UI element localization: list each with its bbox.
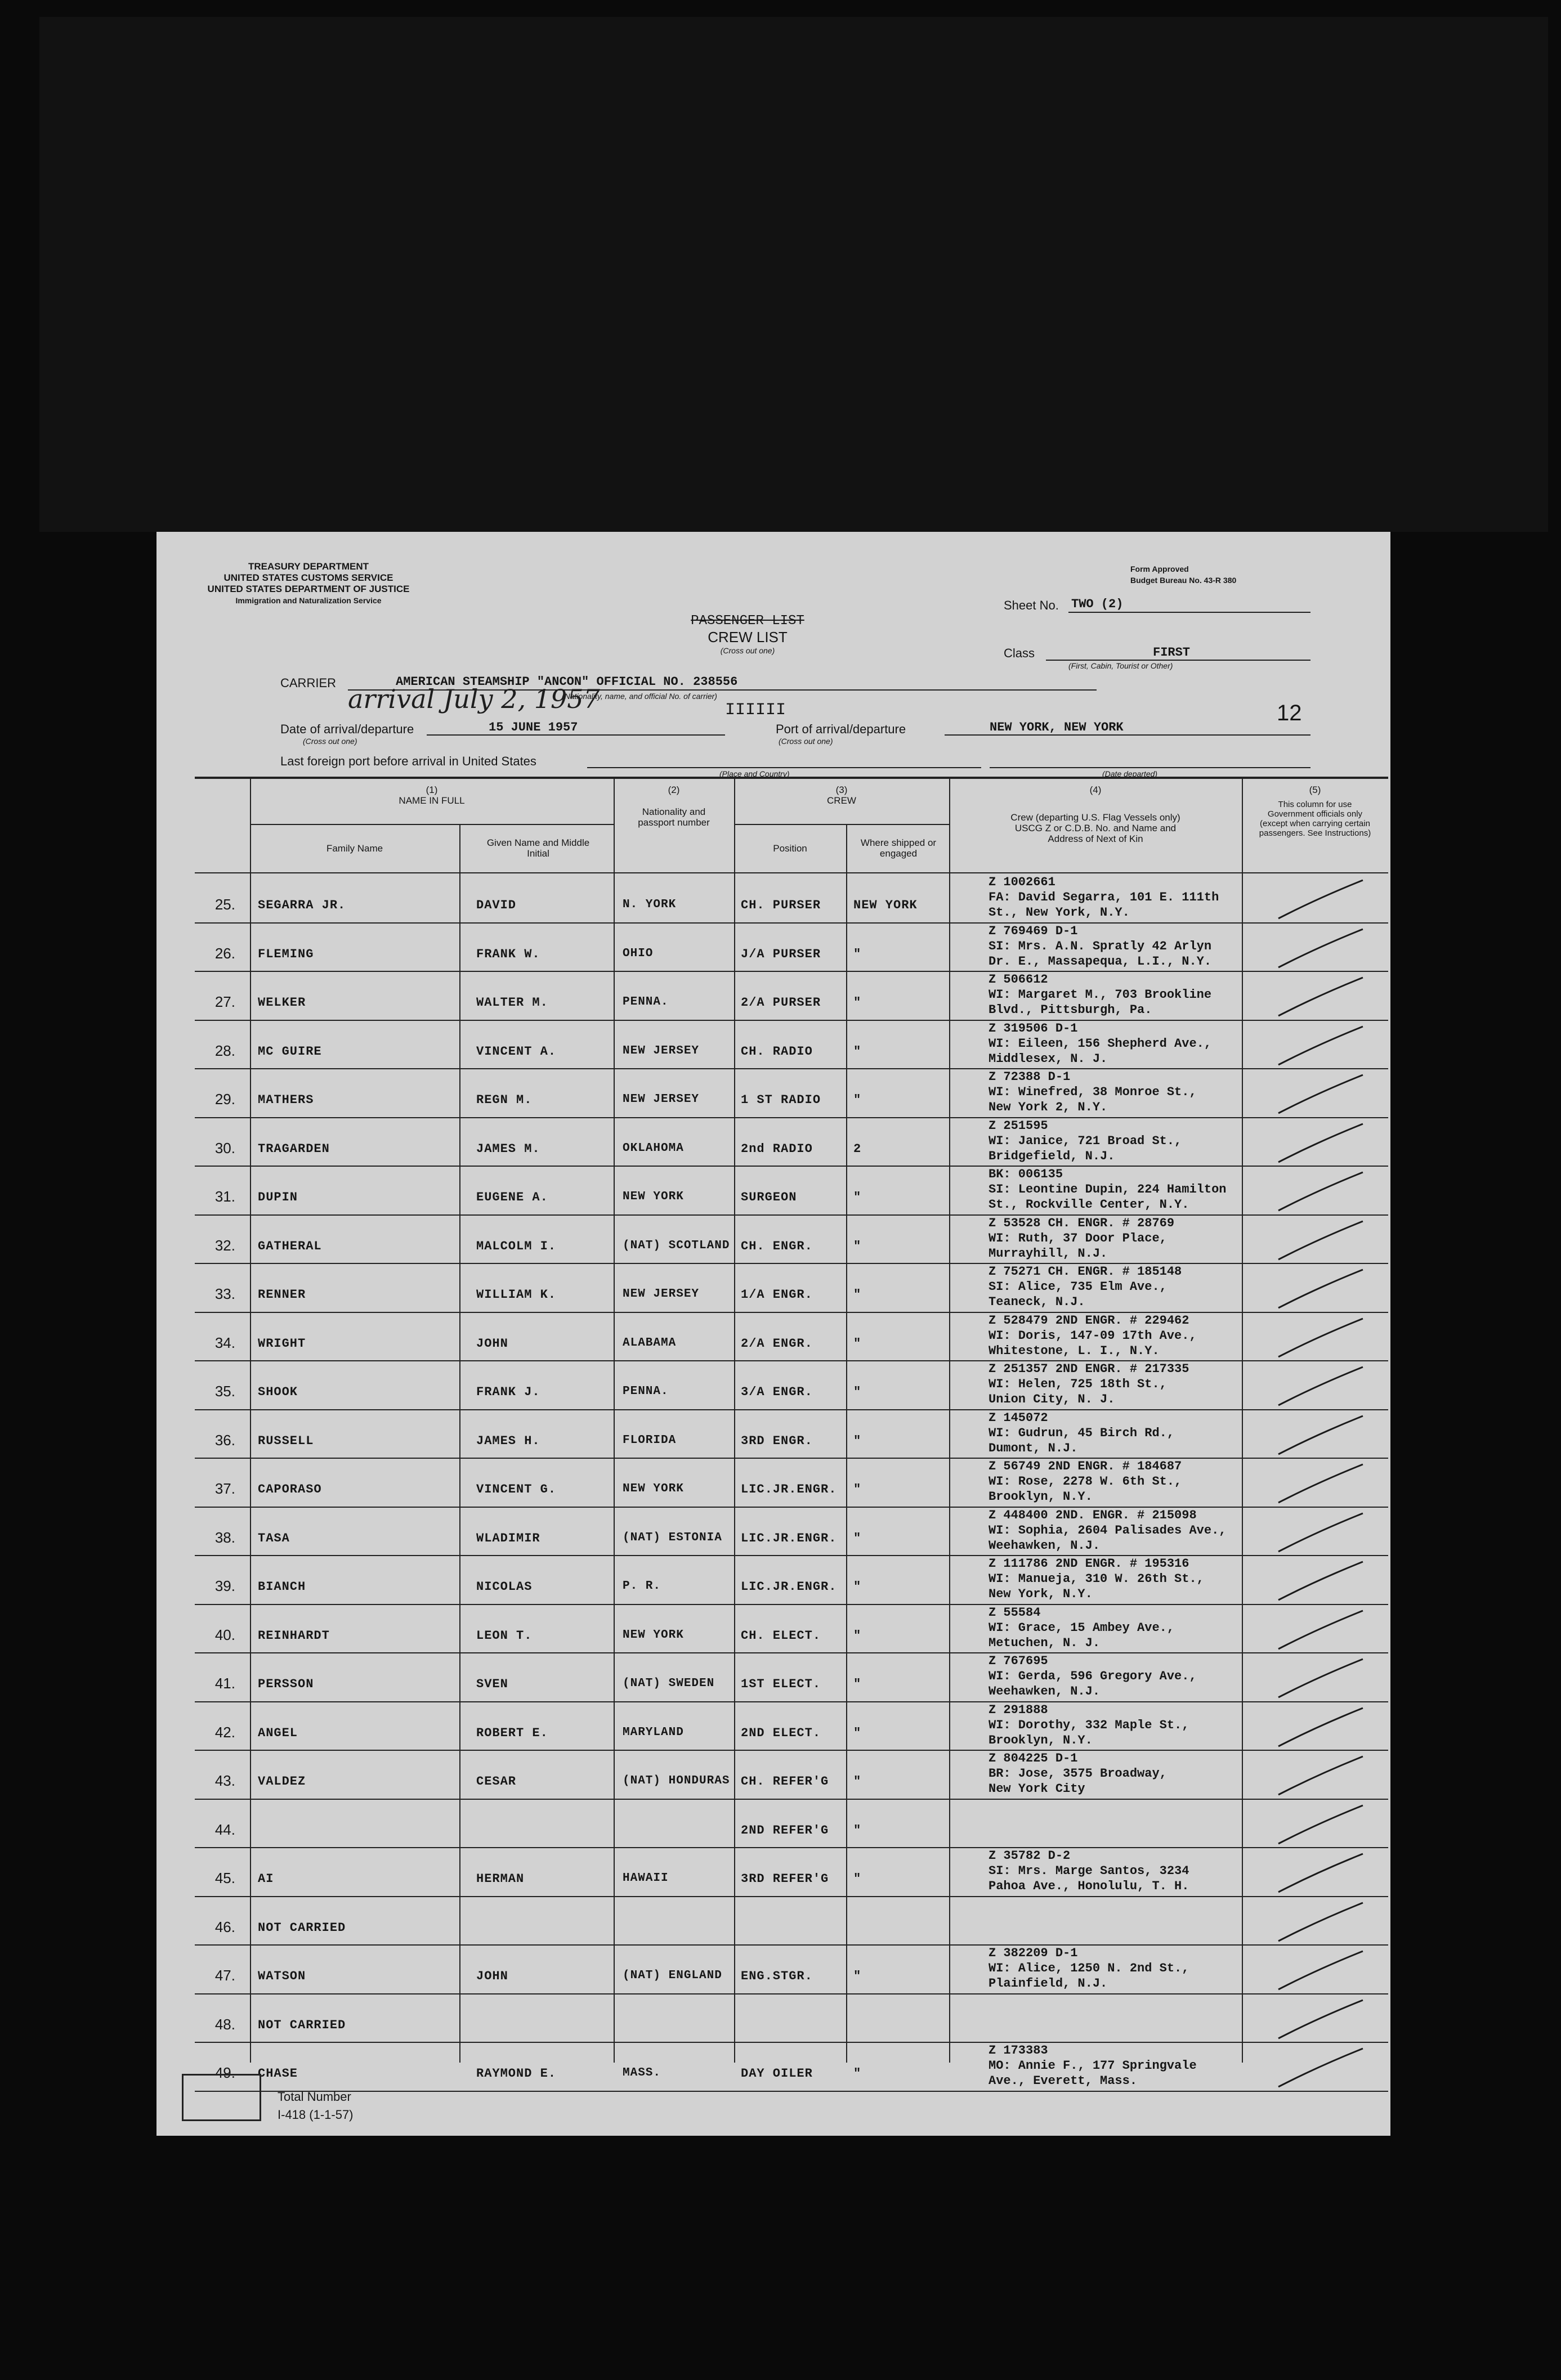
col5-number: (5) [1309,785,1321,795]
table-row [195,1166,1388,1216]
position-cell: 2ND ELECT. [741,1725,821,1740]
nationality-cell: P. R. [623,1580,661,1593]
crew-list-form [156,532,1390,2136]
family-name-cell: MATHERS [258,1093,314,1107]
col5-title: This column for use Government officials only (except when carrying certain passengers. See Instructions) [1259,800,1371,838]
table-row [195,1799,1388,1849]
table-row [195,1847,1388,1897]
family-name-cell: MC GUIRE [258,1044,322,1059]
given-name-cell: CESAR [476,1774,517,1789]
nationality-cell: NEW YORK [623,1190,684,1203]
budget-bureau-text: Budget Bureau No. 43-R 380 [1130,576,1237,585]
crew-list-title: CREW LIST [708,629,788,646]
table-row [195,1507,1388,1557]
nationality-cell: (NAT) SWEDEN [623,1677,715,1690]
next-of-kin-cell: Z 319506 D-1 WI: Eileen, 156 Shepherd Ave., Middlesex, N. J. [989,1021,1212,1066]
table-row [195,1750,1388,1800]
nationality-cell: (NAT) ENGLAND [623,1969,722,1982]
table-row [195,1896,1388,1946]
col1-title: NAME IN FULL [399,795,465,806]
col4-title: Crew (departing U.S. Flag Vessels only) USCG Z or C.D.B. No. and Name and Address of Next of Kin [1010,812,1180,844]
handwritten-arrival-date: arrival July 2, 1957 [348,684,600,714]
agency-line-3: UNITED STATES DEPARTMENT OF JUSTICE [207,584,410,594]
official-check-mark [1267,1119,1380,1164]
shipped-cell: " [853,1677,862,1691]
agency-line-4: Immigration and Naturalization Service [235,596,382,605]
table-row [195,1117,1388,1167]
row-number: 31. [214,1188,235,1205]
port-note: (Cross out one) [779,737,833,746]
nationality-cell: OHIO [623,947,654,960]
total-number-box [182,2074,261,2121]
given-name-cell: RAYMOND E. [476,2067,557,2081]
port-label: Port of arrival/departure [776,722,906,736]
table-row [195,922,1388,972]
table-row [195,1068,1388,1118]
table-row [195,1409,1388,1459]
shipped-cell: " [853,2067,862,2081]
row-number: 37. [214,1480,235,1497]
date-note: (Cross out one) [303,737,357,746]
family-name-cell: SEGARRA JR. [258,898,346,912]
table-row [195,971,1388,1021]
row-number: 40. [214,1626,235,1643]
row-number: 26. [214,944,235,962]
official-check-mark [1267,876,1380,921]
given-name-cell: WALTER M. [476,996,548,1010]
nationality-cell: (NAT) HONDURAS [623,1774,730,1787]
shipped-cell: " [853,1288,862,1302]
next-of-kin-cell: Z 111786 2ND ENGR. # 195316 WI: Manueja, 310 W. 26th St., New York, N.Y. [989,1557,1204,1601]
official-check-mark [1267,1557,1380,1602]
given-name-header: Given Name and Middle Initial [486,837,590,859]
carrier-label: CARRIER [280,676,337,690]
class-label: Class [1004,646,1035,660]
row-number: 46. [214,1918,235,1935]
family-name-cell: BIANCH [258,1580,306,1594]
table-row [195,873,1388,924]
shipped-cell: " [853,1969,862,1983]
official-check-mark [1267,1898,1380,1943]
next-of-kin-cell: Z 145072 WI: Gudrun, 45 Birch Rd., Dumont, N.J. [989,1410,1175,1455]
table-row [195,1312,1388,1362]
nationality-cell: (NAT) SCOTLAND [623,1239,730,1252]
table-row [195,1458,1388,1508]
given-name-cell: JOHN [476,1969,508,1983]
next-of-kin-cell: Z 75271 CH. ENGR. # 185148 SI: Alice, 735 Elm Ave., Teaneck, N.J. [989,1265,1182,1309]
position-cell: J/A PURSER [741,947,821,961]
family-name-cell: PERSSON [258,1677,314,1691]
nationality-cell: (NAT) ESTONIA [623,1531,722,1544]
row-number: 28. [214,1042,235,1059]
shipped-header: Where shipped or engaged [860,837,937,859]
form-approval [1130,563,1299,586]
nationality-cell: NEW JERSEY [623,1044,700,1057]
family-name-cell: CAPORASO [258,1482,322,1496]
nationality-cell: ALABAMA [623,1336,677,1350]
next-of-kin-cell: Z 506612 WI: Margaret M., 703 Brookline Blvd., Pittsburgh, Pa. [989,972,1212,1017]
official-check-mark [1267,1752,1380,1797]
given-name-cell: FRANK J. [476,1385,540,1399]
official-check-mark [1267,1070,1380,1115]
position-cell: CH. ENGR. [741,1239,813,1253]
next-of-kin-cell: BK: 006135 SI: Leontine Dupin, 224 Hamilton St., Rockville Center, N.Y. [989,1167,1227,1212]
col3-number: (3) [835,785,848,795]
row-number: 30. [214,1139,235,1157]
official-check-mark [1267,1704,1380,1749]
position-cell: LIC.JR.ENGR. [741,1580,837,1594]
row-number: 38. [214,1529,235,1546]
shipped-cell: " [853,1531,862,1545]
col1-header [250,785,614,806]
family-name-cell: TRAGARDEN [258,1141,330,1156]
official-check-mark [1267,2044,1380,2089]
nationality-cell: NEW YORK [623,1628,684,1642]
official-check-mark [1267,1509,1380,1554]
date-label: Date of arrival/departure [280,722,414,736]
shipped-cell: " [853,1093,862,1107]
official-check-mark [1267,925,1380,970]
row-number: 42. [214,1723,235,1741]
row-number: 33. [214,1285,235,1302]
shipped-cell: " [853,1239,862,1253]
nationality-cell: NEW JERSEY [623,1288,700,1301]
position-cell: 1 ST RADIO [741,1093,821,1107]
family-name-cell: RUSSELL [258,1433,314,1448]
official-check-mark [1267,1655,1380,1700]
agency-line-2: UNITED STATES CUSTOMS SERVICE [223,572,393,583]
next-of-kin-cell: Z 72388 D-1 WI: Winefred, 38 Monroe St., New York 2, N.Y. [989,1070,1197,1114]
table-row [195,2042,1388,2092]
nationality-cell: FLORIDA [623,1433,677,1447]
next-of-kin-cell: Z 382209 D-1 WI: Alice, 1250 N. 2nd St., Plainfield, N.J. [989,1946,1189,1991]
given-name-cell: JAMES H. [476,1433,540,1448]
shipped-cell: " [853,1872,862,1886]
sheet-label: Sheet No. [1004,598,1059,612]
table-row [195,1701,1388,1751]
row-number: 49. [214,2064,235,2081]
next-of-kin-cell: Z 251595 WI: Janice, 721 Broad St., Bridgefield, N.J. [989,1118,1182,1163]
crew-table [195,777,1388,2088]
next-of-kin-cell: Z 804225 D-1 BR: Jose, 3575 Broadway, New York City [989,1751,1167,1796]
row-number: 43. [214,1772,235,1789]
official-check-mark [1267,1168,1380,1213]
port-value: NEW YORK, NEW YORK [990,720,1124,734]
family-name-cell: NOT CARRIED [258,1920,346,1935]
position-cell: CH. RADIO [741,1044,813,1059]
next-of-kin-cell: Z 528479 2ND ENGR. # 229462 WI: Doris, 147-09 17th Ave., Whitestone, L. I., N.Y. [989,1313,1197,1358]
nationality-cell: MASS. [623,2067,661,2079]
date-departed-note: (Date departed) [1102,769,1158,778]
official-check-mark [1267,1460,1380,1505]
position-cell: DAY OILER [741,2067,813,2081]
port-mark: IIIIII [725,701,786,720]
place-country-note: (Place and Country) [719,769,790,778]
carrier-note: (Nationality, name, and official No. of carrier) [562,692,717,701]
given-name-cell: JOHN [476,1336,508,1351]
nationality-cell: OKLAHOMA [623,1141,684,1155]
shipped-cell: " [853,1190,862,1204]
row-number: 44. [214,1821,235,1838]
family-name-cell: AI [258,1872,274,1886]
next-of-kin-cell: Z 35782 D-2 SI: Mrs. Marge Santos, 3234 Pahoa Ave., Honolulu, T. H. [989,1849,1189,1893]
shipped-cell: " [853,1336,862,1351]
shipped-cell: " [853,1823,862,1837]
shipped-cell: " [853,1774,862,1789]
official-check-mark [1267,1849,1380,1894]
position-cell: CH. ELECT. [741,1628,821,1643]
position-cell: 2/A ENGR. [741,1336,813,1351]
position-cell: 3/A ENGR. [741,1385,813,1399]
position-cell: LIC.JR.ENGR. [741,1531,837,1545]
table-row [195,1020,1388,1070]
family-name-cell: VALDEZ [258,1774,306,1789]
date-value: 15 JUNE 1957 [489,720,578,734]
position-header: Position [773,843,807,854]
col3-title: CREW [827,795,856,806]
nationality-cell: HAWAII [623,1872,669,1885]
family-name-cell: WATSON [258,1969,306,1983]
family-name-cell: WRIGHT [258,1336,306,1351]
given-name-cell: JAMES M. [476,1141,540,1156]
table-row [195,1993,1388,2043]
position-cell: 1ST ELECT. [741,1677,821,1691]
row-number: 47. [214,1967,235,1984]
next-of-kin-cell: Z 173383 MO: Annie F., 177 Springvale Ave., Everett, Mass. [989,2043,1197,2088]
class-value: FIRST [1153,646,1191,660]
shipped-cell: " [853,1725,862,1740]
total-number-label: Total Number [278,2090,351,2104]
table-row [195,1944,1388,1994]
form-approved-text: Form Approved [1130,564,1189,573]
class-note: (First, Cabin, Tourist or Other) [1068,661,1173,670]
given-name-cell: EUGENE A. [476,1190,548,1204]
row-number: 39. [214,1577,235,1594]
position-cell: 2/A PURSER [741,996,821,1010]
family-name-cell: GATHERAL [258,1239,322,1253]
official-check-mark [1267,1996,1380,2041]
col1-number: (1) [426,785,438,795]
family-name-cell: TASA [258,1531,290,1545]
next-of-kin-cell: Z 53528 CH. ENGR. # 28769 WI: Ruth, 37 Door Place, Murrayhill, N.J. [989,1216,1175,1261]
official-check-mark [1267,1022,1380,1067]
table-row [195,1360,1388,1410]
last-port-label: Last foreign port before arrival in United States [280,754,536,768]
nationality-cell: PENNA. [623,996,669,1009]
family-name-header: Family Name [326,843,383,854]
next-of-kin-cell: Z 769469 D-1 SI: Mrs. A.N. Spratly 42 Arlyn Dr. E., Massapequa, L.I., N.Y. [989,924,1212,969]
cross-out-note: (Cross out one) [720,646,775,655]
passenger-list-struck: PASSENGER LIST [691,613,804,629]
table-row [195,1214,1388,1265]
official-check-mark [1267,1801,1380,1846]
family-name-cell: SHOOK [258,1385,298,1399]
given-name-cell: VINCENT A. [476,1044,557,1059]
family-name-cell: FLEMING [258,947,314,961]
official-check-mark [1267,973,1380,1018]
next-of-kin-cell: Z 55584 WI: Grace, 15 Ambey Ave., Metuchen, N. J. [989,1605,1175,1650]
given-name-cell: WILLIAM K. [476,1288,557,1302]
scan-background [39,17,1548,532]
shipped-cell: " [853,1044,862,1059]
position-cell: SURGEON [741,1190,797,1204]
shipped-cell: " [853,1433,862,1448]
official-check-mark [1267,1314,1380,1359]
nationality-cell: NEW JERSEY [623,1093,700,1106]
nationality-cell: MARYLAND [623,1725,684,1739]
shipped-cell: " [853,1482,862,1496]
official-check-mark [1267,1362,1380,1408]
family-name-cell: ANGEL [258,1725,298,1740]
given-name-cell: MALCOLM I. [476,1239,557,1253]
col3-header [734,785,949,806]
shipped-cell: 2 [853,1141,862,1156]
official-check-mark [1267,1947,1380,1992]
given-name-cell: DAVID [476,898,517,912]
next-of-kin-cell: Z 291888 WI: Dorothy, 332 Maple St., Brooklyn, N.Y. [989,1702,1189,1747]
col2-header [614,785,734,828]
official-check-mark [1267,1265,1380,1310]
row-number: 25. [214,896,235,913]
given-name-cell: NICOLAS [476,1580,533,1594]
shipped-cell: NEW YORK [853,898,918,912]
row-number: 36. [214,1431,235,1449]
given-name-cell: WLADIMIR [476,1531,540,1545]
agency-line-1: TREASURY DEPARTMENT [248,561,369,572]
shipped-cell: " [853,1580,862,1594]
position-cell: 2nd RADIO [741,1141,813,1156]
table-row [195,1652,1388,1702]
given-name-cell: REGN M. [476,1093,533,1107]
position-cell: CH. PURSER [741,898,821,912]
given-name-cell: FRANK W. [476,947,540,961]
shipped-cell: " [853,1385,862,1399]
next-of-kin-cell: Z 251357 2ND ENGR. # 217335 WI: Helen, 725 18th St., Union City, N. J. [989,1362,1189,1406]
position-cell: CH. REFER'G [741,1774,829,1789]
given-name-cell: VINCENT G. [476,1482,557,1496]
position-cell: 3RD REFER'G [741,1872,829,1886]
next-of-kin-cell: Z 56749 2ND ENGR. # 184687 WI: Rose, 2278 W. 6th St., Brooklyn, N.Y. [989,1459,1182,1504]
agency-header [173,561,444,606]
family-name-cell: REINHARDT [258,1628,330,1643]
next-of-kin-cell: Z 767695 WI: Gerda, 596 Gregory Ave., Weehawken, N.J. [989,1654,1197,1698]
row-number: 48. [214,2015,235,2033]
position-cell: ENG.STGR. [741,1969,813,1983]
nationality-cell: NEW YORK [623,1482,684,1495]
position-cell: 3RD ENGR. [741,1433,813,1448]
given-name-cell: LEON T. [476,1628,533,1643]
form-title [663,613,832,655]
next-of-kin-cell: Z 448400 2ND. ENGR. # 215098 WI: Sophia, 2604 Palisades Ave., Weehawken, N.J. [989,1508,1227,1553]
col4-number: (4) [1089,785,1102,795]
row-number: 27. [214,993,235,1010]
next-of-kin-cell: Z 1002661 FA: David Segarra, 101 E. 111th St., New York, N.Y. [989,875,1219,920]
row-number: 32. [214,1236,235,1254]
sheet-value: TWO (2) [1071,597,1124,611]
row-number: 45. [214,1870,235,1886]
form-number: I-418 (1-1-57) [278,2108,354,2122]
col5-header [1242,785,1388,838]
position-cell: 2ND REFER'G [741,1823,829,1837]
col4-header [949,785,1242,844]
position-cell: LIC.JR.ENGR. [741,1482,837,1496]
position-cell: 1/A ENGR. [741,1288,813,1302]
row-number: 29. [214,1091,235,1108]
given-name-cell: SVEN [476,1677,508,1691]
given-name-cell: ROBERT E. [476,1725,548,1740]
col2-number: (2) [668,785,680,795]
table-row [195,1263,1388,1313]
row-number: 41. [214,1675,235,1692]
given-name-cell: HERMAN [476,1872,525,1886]
col2-title: Nationality and passport number [638,806,710,828]
official-check-mark [1267,1606,1380,1651]
shipped-cell: " [853,1628,862,1643]
family-name-cell: NOT CARRIED [258,2018,346,2032]
table-row [195,1555,1388,1605]
page-number: 12 [1277,701,1302,725]
family-name-cell: CHASE [258,2067,298,2081]
family-name-cell: WELKER [258,996,306,1010]
family-name-cell: DUPIN [258,1190,298,1204]
shipped-cell: " [853,996,862,1010]
nationality-cell: N. YORK [623,898,677,911]
table-row [195,1604,1388,1654]
official-check-mark [1267,1411,1380,1456]
shipped-cell: " [853,947,862,961]
family-name-cell: RENNER [258,1288,306,1302]
row-number: 35. [214,1383,235,1400]
nationality-cell: PENNA. [623,1385,669,1398]
row-number: 34. [214,1334,235,1351]
official-check-mark [1267,1217,1380,1262]
carrier-value: AMERICAN STEAMSHIP "ANCON" OFFICIAL NO. 238556 [396,675,738,689]
